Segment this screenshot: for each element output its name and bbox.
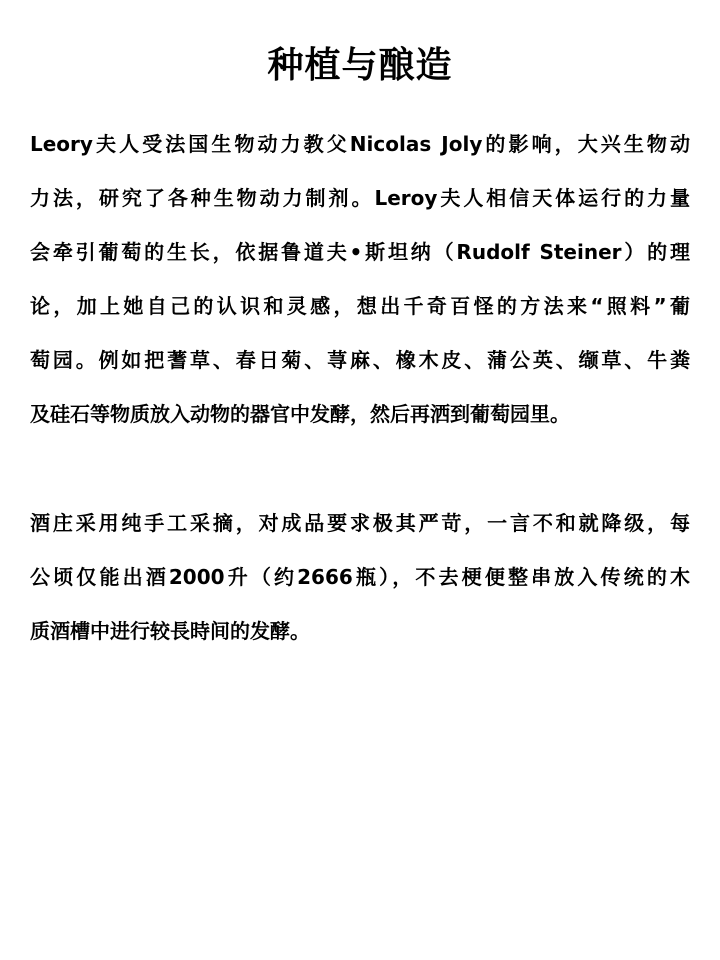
paragraph-biodynamic	[30, 117, 690, 441]
text-line: 质酒槽中进行较長時间的发酵。	[30, 619, 310, 643]
page-title: 种植与酿造	[267, 45, 453, 86]
text-line: 及硅石等物质放入动物的器官中发酵，然后再洒到葡萄园里。	[30, 402, 570, 426]
paragraph-harvest	[30, 496, 690, 658]
text-line: Leory夫人受法国生物动力教父Nicolas Joly的影响，大兴生物动	[30, 132, 690, 156]
text-line: 力法，研究了各种生物动力制剂。Leroy夫人相信天体运行的力量	[30, 186, 690, 210]
text-line: 会牵引葡萄的生长，依据鲁道夫•斯坦纳（Rudolf Steiner）的理	[30, 240, 690, 264]
text-line: 酒庄采用纯手工采摘，对成品要求极其严苛，一言不和就降级，每	[30, 511, 690, 535]
text-line: 公顷仅能出酒2000升（约2666瓶），不去梗便整串放入传统的木	[30, 565, 690, 589]
text-line: 论，加上她自己的认识和灵感，想出千奇百怪的方法来“照料”葡	[30, 294, 690, 318]
text-line: 萄园。例如把蓍草、春日菊、荨麻、橡木皮、蒲公英、缬草、牛粪	[30, 348, 690, 372]
